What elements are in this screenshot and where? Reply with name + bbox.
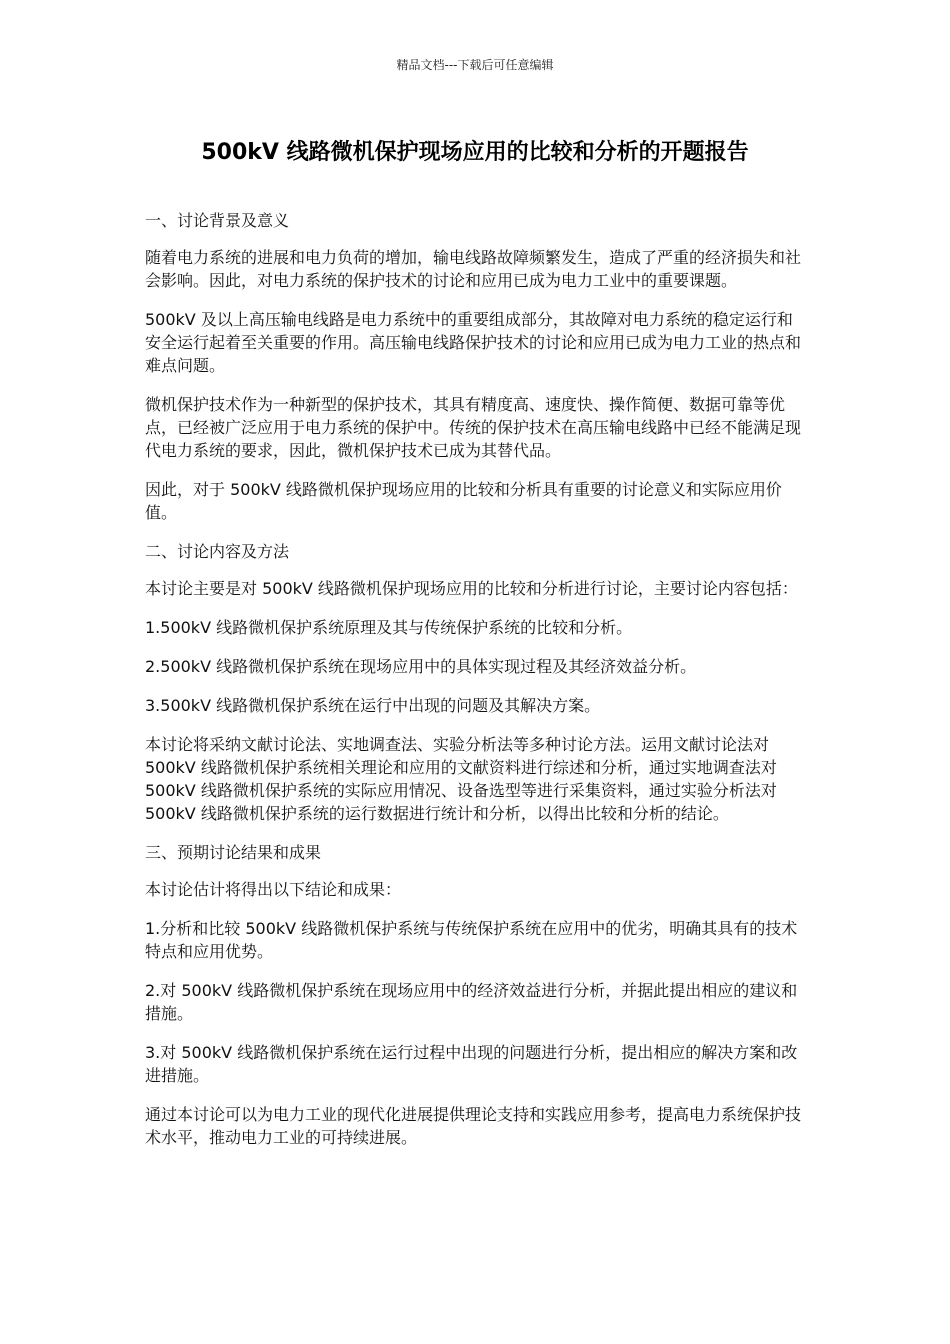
paragraph: 本讨论主要是对 500kV 线路微机保护现场应用的比较和分析进行讨论，主要讨论内容包括： — [145, 579, 798, 598]
section-heading: 三、预期讨论结果和成果 — [145, 843, 322, 862]
list-item: 3.500kV 线路微机保护系统在运行中出现的问题及其解决方案。 — [145, 696, 601, 715]
document-body — [145, 209, 807, 1165]
paragraph: 随着电力系统的进展和电力负荷的增加，输电线路故障频繁发生，造成了严重的经济损失和社会影响。因此，对电力系统的保护技术的讨论和应用已成为电力工业中的重要课题。 — [145, 248, 802, 290]
section-heading: 一、讨论背景及意义 — [145, 211, 290, 230]
paragraph: 因此，对于 500kV 线路微机保护现场应用的比较和分析具有重要的讨论意义和实际应用价值。 — [145, 480, 782, 522]
document-title: 500kV 线路微机保护现场应用的比较和分析的开题报告 — [201, 140, 749, 165]
page-header: 精品文档---下载后可任意编辑 — [396, 58, 554, 72]
list-item: 1.分析和比较 500kV 线路微机保护系统与传统保护系统在应用中的优劣，明确其具有的技术特点和应用优势。 — [145, 919, 798, 961]
paragraph: 500kV 及以上高压输电线路是电力系统中的重要组成部分，其故障对电力系统的稳定运行和安全运行起着至关重要的作用。高压输电线路保护技术的讨论和应用已成为电力工业的热点和难点问题。 — [145, 310, 802, 375]
paragraph: 本讨论将采纳文献讨论法、实地调查法、实验分析法等多种讨论方法。运用文献讨论法对 500kV 线路微机保护系统相关理论和应用的文献资料进行综述和分析，通过实地调查法对 500kV 线路微机保护系统的实际应用情况、设备选型等进行采集资料，通过实验分析法对 500kV 线路微机保护系统的运行数据进行统计和分析，以得出比较和分析的结论。 — [145, 735, 777, 823]
list-item: 2.对 500kV 线路微机保护系统在现场应用中的经济效益进行分析，并据此提出相应的建议和措施。 — [145, 981, 798, 1023]
section-heading: 二、讨论内容及方法 — [145, 542, 290, 561]
paragraph: 微机保护技术作为一种新型的保护技术，其具有精度高、速度快、操作简便、数据可靠等优点，已经被广泛应用于电力系统的保护中。传统的保护技术在高压输电线路中已经不能满足现代电力系统的要求，因此，微机保护技术已成为其替代品。 — [145, 395, 802, 460]
list-item: 1.500kV 线路微机保护系统原理及其与传统保护系统的比较和分析。 — [145, 618, 633, 637]
paragraph: 本讨论估计将得出以下结论和成果： — [145, 880, 402, 899]
paragraph: 通过本讨论可以为电力工业的现代化进展提供理论支持和实践应用参考，提高电力系统保护技术水平，推动电力工业的可持续进展。 — [145, 1105, 802, 1147]
list-item: 3.对 500kV 线路微机保护系统在运行过程中出现的问题进行分析，提出相应的解决方案和改进措施。 — [145, 1043, 798, 1085]
list-item: 2.500kV 线路微机保护系统在现场应用中的具体实现过程及其经济效益分析。 — [145, 657, 697, 676]
